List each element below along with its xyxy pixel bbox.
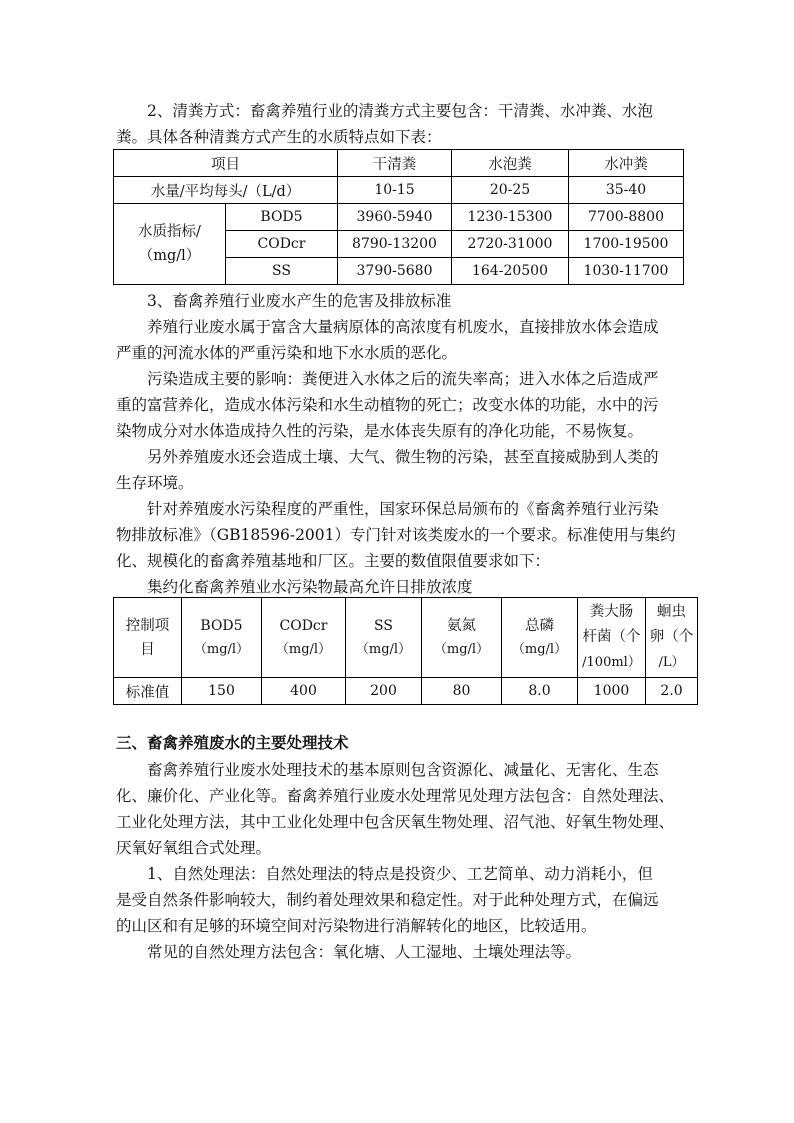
c3-p2-l2: 是受自然条件影响较大，制约着处理效果和稳定性。对于此种处理方式，在偏远 (116, 891, 659, 909)
s3-p1-l1: 养殖行业废水属于富含大量病原体的高浓度有机废水，直接排放水体会造成 (147, 318, 659, 336)
t2-head-roundworm: 蛔虫 卵（个 /L） (646, 598, 698, 678)
c3-p1-l2: 化、廉价化、产业化等。畜禽养殖行业废水处理常见处理方法包含：自然处理法、 (116, 787, 675, 805)
table2-caption: 集约化畜禽养殖业水污染物最高允许日排放浓度 (147, 578, 473, 596)
t1-cell: 1230-15300 (452, 204, 569, 231)
t1-row-name: SS (226, 258, 338, 285)
discharge-standard-table (113, 597, 698, 705)
t1-cell: 1700-19500 (569, 231, 684, 258)
s3-p4-l2: 物排放标准》（GB18596-2001）专门针对该类废水的一个要求。标准使用与集约 (116, 526, 676, 544)
t2-head-bod5: BOD5 （mg/l） (182, 598, 262, 678)
c3-p1-l1: 畜禽养殖行业废水处理技术的基本原则包含资源化、减量化、无害化、生态 (147, 761, 659, 779)
s3-p2-l3: 染物成分对水体造成持久性的污染，是水体丧失原有的净化功能，不易恢复。 (116, 422, 644, 440)
s3-p3-l2: 生存环境。 (116, 474, 194, 492)
s3-p2-l1: 污染造成主要的影响：粪便进入水体之后的流失率高；进入水体之后造成严 (147, 370, 659, 388)
t2-head-ammonia: 氨氮 （mg/l） (422, 598, 502, 678)
t2-row-label: 标准值 (114, 678, 182, 705)
c3-p2-l3: 的山区和有足够的环境空间对污染物进行消解转化的地区，比较适用。 (116, 917, 597, 935)
t2-head-control: 控制项 目 (114, 598, 182, 678)
para-clean-line2: 粪。具体各种清粪方式产生的水质特点如下表： (116, 128, 442, 146)
t2-head-phosphorus: 总磷 （mg/l） (502, 598, 578, 678)
t1-water-flush: 35-40 (569, 177, 684, 204)
t2-cell: 8.0 (502, 678, 578, 705)
manure-cleaning-table (113, 149, 684, 285)
c3-p2-l1: 1、自然处理法：自然处理法的特点是投资少、工艺简单、动力消耗小，但 (147, 865, 653, 883)
c3-p1-l4: 厌氧好氧组合式处理。 (116, 839, 272, 857)
t2-cell: 200 (346, 678, 422, 705)
t1-header-dry: 干清粪 (338, 150, 452, 177)
t2-cell: 2.0 (646, 678, 698, 705)
chapter3-heading: 三、畜禽养殖废水的主要处理技术 (116, 733, 349, 752)
t2-head-codcr: CODcr （mg/l） (262, 598, 346, 678)
s3-p3-l1: 另外养殖废水还会造成土壤、大气、微生物的污染，甚至直接威胁到人类的 (147, 448, 659, 466)
t1-water-dry: 10-15 (338, 177, 452, 204)
t1-header-flush: 水冲粪 (569, 150, 684, 177)
t1-row-name: CODcr (226, 231, 338, 258)
t1-cell: 164-20500 (452, 258, 569, 285)
s3-p4-l3: 化、规模化的畜禽养殖基地和厂区。主要的数值限值要求如下： (116, 552, 551, 570)
s3-p4-l1: 针对养殖废水污染程度的严重性，国家环保总局颁布的《畜禽养殖行业污染 (147, 500, 659, 518)
t1-cell: 3960-5940 (338, 204, 452, 231)
s3-p1-l2: 严重的河流水体的严重污染和地下水水质的恶化。 (116, 344, 458, 362)
para-clean-line1: 2、清粪方式：畜禽养殖行业的清粪方式主要包含：干清粪、水冲粪、水泡 (147, 102, 653, 120)
c3-p3-l1: 常见的自然处理方法包含：氧化塘、人工湿地、土壤处理法等。 (147, 943, 582, 961)
s3-p2-l2: 重的富营养化，造成水体污染和水生动植物的死亡；改变水体的功能，水中的污 (116, 396, 659, 414)
c3-p1-l3: 工业化处理方法，其中工业化处理中包含厌氧生物处理、沼气池、好氧生物处理、 (116, 813, 675, 831)
t2-cell: 1000 (578, 678, 646, 705)
t1-cell: 1030-11700 (569, 258, 684, 285)
t2-head-coliform: 粪大肠 杆菌（个 /100ml） (578, 598, 646, 678)
t1-cell: 2720-31000 (452, 231, 569, 258)
t1-cell: 7700-8800 (569, 204, 684, 231)
t2-cell: 150 (182, 678, 262, 705)
t1-quality-label: 水质指标/（mg/l） (114, 204, 226, 285)
t2-cell: 400 (262, 678, 346, 705)
t1-header-item: 项目 (114, 150, 338, 177)
t1-cell: 3790-5680 (338, 258, 452, 285)
t1-water-label: 水量/平均每头/（L/d） (114, 177, 338, 204)
t2-cell: 80 (422, 678, 502, 705)
section3-heading: 3、畜禽养殖行业废水产生的危害及排放标准 (147, 292, 452, 310)
t1-cell: 8790-13200 (338, 231, 452, 258)
t1-header-soak: 水泡粪 (452, 150, 569, 177)
t2-head-ss: SS （mg/l） (346, 598, 422, 678)
t1-water-soak: 20-25 (452, 177, 569, 204)
t1-row-name: BOD5 (226, 204, 338, 231)
